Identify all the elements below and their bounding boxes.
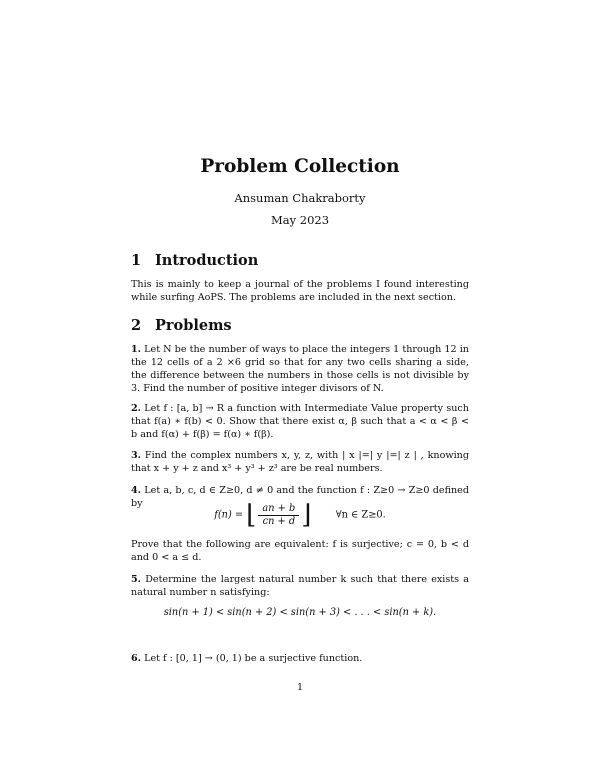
problem-text: Find the complex numbers x, y, z, with | x |=| y |=| z | , knowing that x + y + z and x³ + y³ + z³ are be real numbers.	[131, 450, 469, 474]
fraction-denominator: cn + d	[262, 515, 296, 527]
problem-label: 2.	[131, 403, 142, 414]
page-number: 1	[296, 682, 304, 693]
problem-3	[131, 449, 469, 475]
equation-rhs: ∀n ∈ Z≥0.	[335, 509, 386, 521]
section-heading-problems	[131, 317, 232, 334]
floor-left-bracket: ⌊	[246, 500, 257, 530]
floor-right-bracket: ⌋	[301, 500, 312, 530]
section-number: 2	[131, 317, 142, 334]
section-title: Problems	[155, 317, 232, 334]
problem-1	[131, 343, 469, 395]
fraction-numerator: an + b	[258, 503, 299, 516]
problem-6	[131, 652, 469, 665]
section-title: Introduction	[155, 252, 259, 269]
problem-text: Prove that the following are equivalent: f is surjective; c = 0, b < d and 0 < a ≤ d.	[131, 539, 469, 563]
problem-2	[131, 402, 469, 441]
problem-5-equation: sin(n + 1) < sin(n + 2) < sin(n + 3) < . . . < sin(n + k).	[163, 607, 437, 618]
problem-label: 6.	[131, 653, 142, 664]
paper-title: Problem Collection	[200, 156, 400, 177]
problem-text: Let N be the number of ways to place the integers 1 through 12 in the 12 cells of a 2 ×6 grid so that for any two cells sharing a side, the difference between the numbers in those cells is not divisible by 3. Find the number of positive integer divisors of N.	[131, 344, 469, 394]
paper-date: May 2023	[270, 213, 330, 227]
problem-4-conclusion	[131, 538, 469, 564]
problem-text: Let a, b, c, d ∈ Z≥0, d ≠ 0 and the function f : Z≥0 → Z≥0 defined by	[131, 485, 469, 509]
problem-label: 4.	[131, 485, 142, 496]
problem-label: 5.	[131, 574, 142, 585]
paper-author: Ansuman Chakraborty	[234, 191, 366, 205]
intro-paragraph	[131, 278, 469, 304]
problem-text: Let f : [0, 1] → (0, 1) be a surjective function.	[144, 653, 363, 664]
problem-label: 3.	[131, 450, 142, 461]
section-heading-introduction	[131, 252, 258, 269]
problem-5	[131, 573, 469, 599]
problem-text: Let f : [a, b] → R a function with Intermediate Value property such that f(a) ∗ f(b) < 0. Show that there exist α, β such that a < α < β < b and f(α) + f(β) = f(α) ∗ f(β).	[131, 403, 469, 440]
section-number: 1	[131, 252, 142, 269]
problem-label: 1.	[131, 344, 142, 355]
problem-4-equation	[131, 502, 469, 528]
equation-lhs: f(n) =	[214, 509, 244, 521]
problem-text: Determine the largest natural number k such that there exists a natural number n satisfying:	[131, 574, 469, 598]
equation-fraction	[258, 503, 299, 528]
intro-text: This is mainly to keep a journal of the problems I found interesting while surfing AoPS. The problems are included in the next section.	[131, 279, 469, 303]
